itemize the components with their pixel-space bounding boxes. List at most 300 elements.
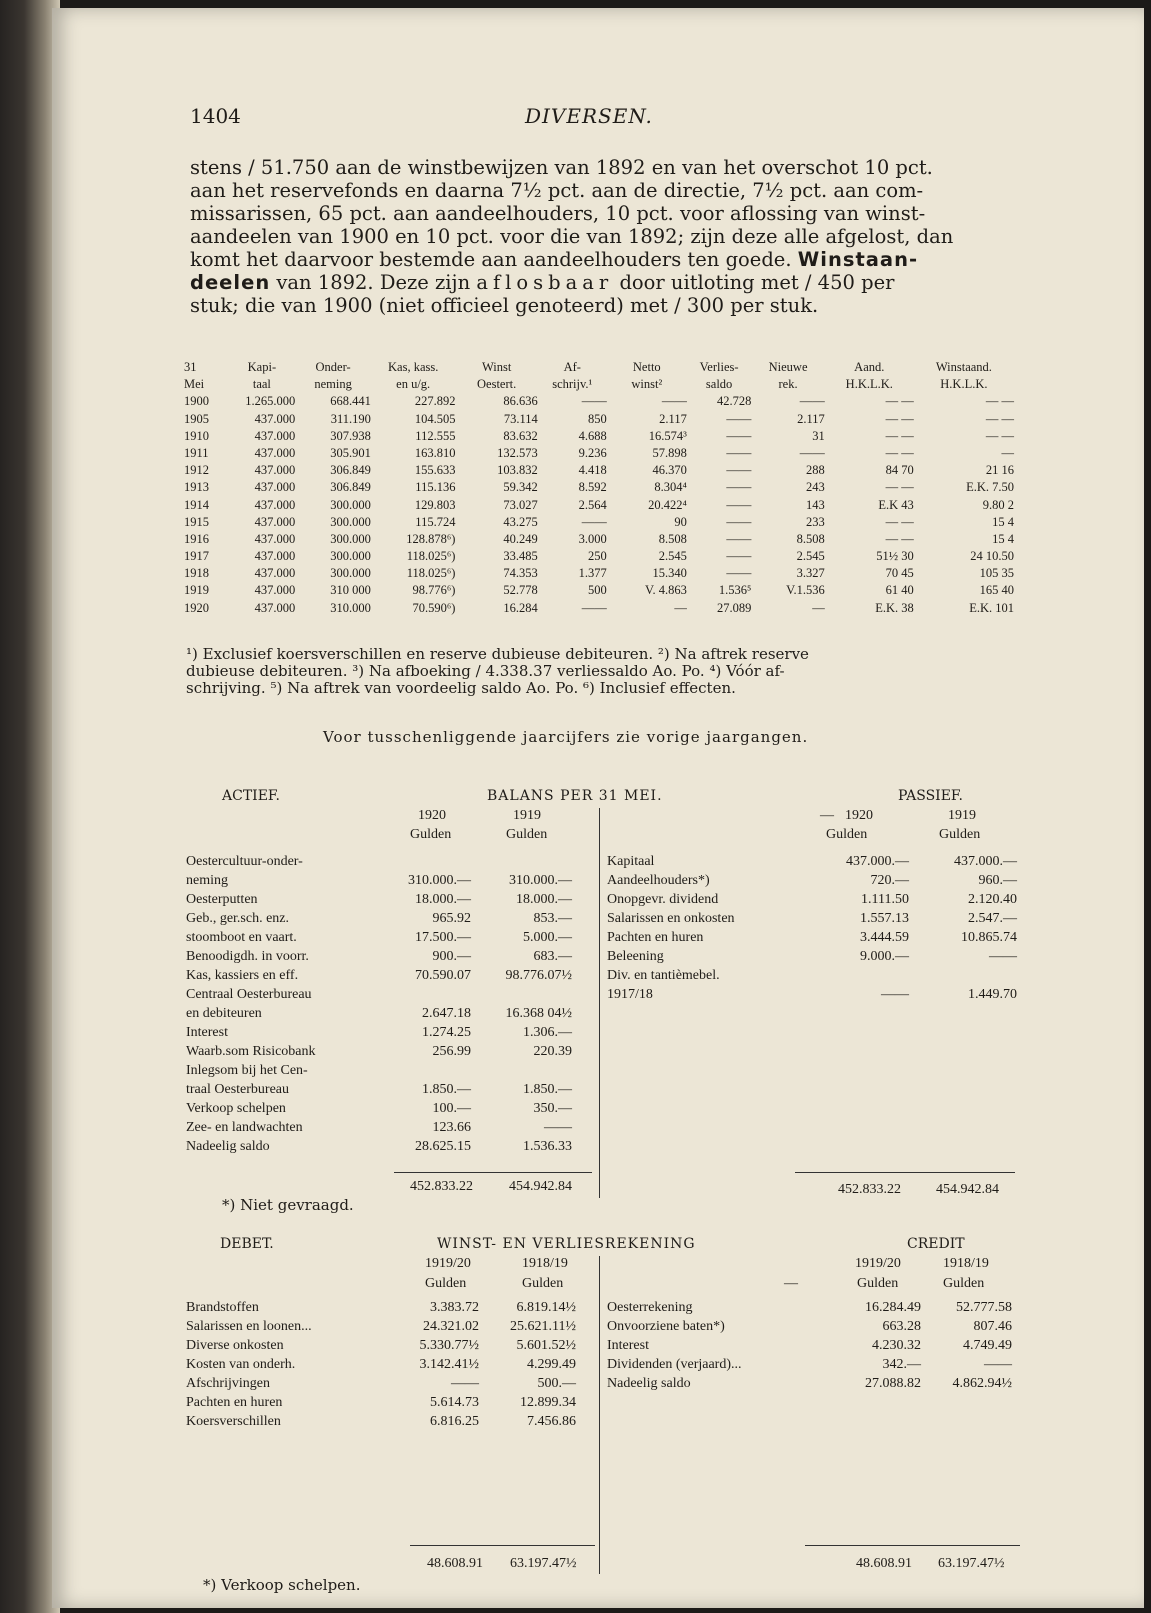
stats-cell: 104.505 <box>414 411 456 426</box>
stats-cell: 83.632 <box>503 428 538 443</box>
stats-cell: 1920 <box>184 600 209 615</box>
statement-label: en debiteuren <box>186 1006 262 1021</box>
stats-cell: — — <box>885 445 914 460</box>
stats-cell: 1913 <box>184 480 209 495</box>
stats-cell: 1916 <box>184 531 209 546</box>
stats-cell: 24 10.50 <box>970 549 1014 564</box>
statement-row <box>186 1042 586 1061</box>
intro-line: aandeelen van 1900 en 10 pct. voor die van 1892; zijn deze alle afgelost, dan <box>190 225 954 248</box>
stats-cell: 311.190 <box>330 411 371 426</box>
stats-cell: 15 4 <box>992 514 1014 529</box>
unit-label: Gulden <box>939 827 981 842</box>
stats-cell: 163.810 <box>414 445 456 460</box>
statement-row <box>186 890 586 909</box>
statement-label: Onopgevr. dividend <box>607 892 719 907</box>
stats-cell: 288 <box>806 463 825 478</box>
statement-value: 3.142.41½ <box>419 1357 479 1372</box>
bold-term: Winstaan- <box>797 248 919 271</box>
statement-value: 70.590.07 <box>415 968 471 983</box>
stats-cell: H.K.L.K. <box>940 377 988 392</box>
statement-value: 1.306.— <box>523 1025 572 1040</box>
stats-cell: 128.878⁶) <box>406 531 456 546</box>
statement-value: 98.776.07½ <box>505 968 572 983</box>
stats-cell: Aand. <box>854 360 885 374</box>
stats-row <box>184 583 1014 600</box>
intro-text: door uitloting met / 450 per <box>619 271 895 294</box>
stats-cell: 668.441 <box>330 394 371 409</box>
total-value: 452.833.22 <box>410 1179 473 1194</box>
stats-row <box>184 498 1014 515</box>
total-rule <box>394 1172 592 1173</box>
unit-label: Gulden <box>410 827 452 842</box>
stats-row <box>184 446 1014 463</box>
stats-cell: —— <box>581 394 607 409</box>
stats-cell: 15.340 <box>652 566 687 581</box>
statement-label: Brandstoffen <box>186 1300 259 1315</box>
footnotes <box>186 646 1016 697</box>
stats-row <box>184 515 1014 532</box>
stats-cell: 8.592 <box>578 480 607 495</box>
statement-label: Benoodigdh. in voorr. <box>186 949 309 964</box>
stats-cell: — <box>674 600 687 615</box>
statement-row <box>186 966 586 985</box>
stats-cell: 437.000 <box>254 583 296 598</box>
stats-cell: — — <box>885 531 914 546</box>
total-rule <box>805 1545 1020 1546</box>
statement-label: Nadeelig saldo <box>607 1376 691 1391</box>
statement-label: Kas, kassiers en eff. <box>186 968 299 983</box>
statement-row <box>186 1374 586 1393</box>
stats-cell: Af- <box>563 360 581 374</box>
statement-value: 960.— <box>978 873 1017 888</box>
statement-label: Kapitaal <box>607 854 655 869</box>
stats-cell: 233 <box>806 514 825 529</box>
stats-cell: 300.000 <box>330 549 371 564</box>
year-1919: 1919 <box>513 808 541 823</box>
stats-cell: Nieuwe <box>768 360 808 374</box>
statement-value: 437.000.— <box>846 854 909 869</box>
stats-cell: Netto <box>632 360 661 374</box>
stats-cell: 143 <box>806 497 825 512</box>
statement-value: 16.284.49 <box>865 1300 921 1315</box>
total-value: 63.197.47½ <box>938 1556 1005 1571</box>
statement-value: 6.819.14½ <box>516 1300 576 1315</box>
total-value: 454.942.84 <box>936 1182 999 1197</box>
unit-label: Gulden <box>506 827 548 842</box>
credit-heading: CREDIT <box>907 1236 965 1252</box>
statement-value: 4.749.49 <box>963 1338 1012 1353</box>
stats-cell: 118.025⁶) <box>406 566 456 581</box>
statement-row <box>186 1298 586 1317</box>
statement-row <box>186 852 586 871</box>
stats-cell: 132.573 <box>497 445 538 460</box>
stats-cell: 437.000 <box>254 514 296 529</box>
wv-note: *) Verkoop schelpen. <box>203 1576 361 1594</box>
statement-value: 5.601.52½ <box>516 1338 576 1353</box>
statement-value: 3.444.59 <box>860 930 909 945</box>
stats-cell: 227.892 <box>414 394 456 409</box>
balans-note: *) Niet gevraagd. <box>222 1196 354 1214</box>
statement-row <box>186 1412 586 1431</box>
stats-row <box>184 463 1014 480</box>
spaced-term: aflosbaar <box>476 271 614 294</box>
stats-cell: en u/g. <box>396 377 431 392</box>
statement-label: Pachten en huren <box>607 930 704 945</box>
statement-label: Interest <box>186 1025 228 1040</box>
stats-cell: V. 4.863 <box>645 583 687 598</box>
statement-value: 5.614.73 <box>430 1395 479 1410</box>
stats-cell: 306.849 <box>330 480 371 495</box>
year-label: 1918/19 <box>943 1256 989 1271</box>
year-1919: 1919 <box>948 808 976 823</box>
statement-row <box>607 890 1017 909</box>
credit-list <box>607 1298 1017 1393</box>
stats-cell: 16.574³ <box>648 428 687 443</box>
intro-paragraph <box>190 156 1020 317</box>
statement-label: Salarissen en loonen... <box>186 1319 312 1334</box>
stats-cell: 9.236 <box>578 445 607 460</box>
stats-cell: 1914 <box>184 497 209 512</box>
stats-cell: schrijv.¹ <box>552 377 593 392</box>
statement-row <box>186 1118 586 1137</box>
stats-header-row <box>184 377 1014 394</box>
statement-value: 220.39 <box>533 1044 572 1059</box>
stats-cell: E.K. 101 <box>969 600 1014 615</box>
intro-text: komt het daarvoor bestemde aan aandeelhouders ten goede. <box>190 248 792 271</box>
intro-line: stuk; die van 1900 (niet officieel genoteerd) met / 300 per stuk. <box>190 294 819 317</box>
statement-value: 7.456.86 <box>527 1414 576 1429</box>
statement-value: 1.536.33 <box>523 1139 572 1154</box>
statement-value: 3.383.72 <box>430 1300 479 1315</box>
statement-label: Koersverschillen <box>186 1414 281 1429</box>
stats-cell: 1900 <box>184 394 209 409</box>
unit-label: Gulden <box>522 1276 564 1291</box>
stats-cell: —— <box>726 566 752 581</box>
stats-cell: 300.000 <box>330 531 371 546</box>
footnote-line: ¹) Exclusief koersverschillen en reserve dubieuse debiteuren. ²) Na aftrek reserve <box>186 645 809 663</box>
passief-list <box>607 852 1017 1004</box>
statement-value: 18.000.— <box>516 892 572 907</box>
statement-label: Salarissen en onkosten <box>607 911 735 926</box>
statement-row <box>607 947 1017 966</box>
stats-cell: E.K 43 <box>878 497 914 512</box>
stats-cell: 305.901 <box>330 445 371 460</box>
total-value: 452.833.22 <box>838 1182 901 1197</box>
statement-label: Centraal Oesterbureau <box>186 987 312 1002</box>
statement-row <box>607 1355 1017 1374</box>
stats-cell: 155.633 <box>414 463 456 478</box>
stats-cell: —— <box>726 549 752 564</box>
stats-cell: Kas, kass. <box>388 360 439 374</box>
stats-cell: 31 <box>812 428 825 443</box>
stats-cell: Winst <box>481 360 512 374</box>
statement-value: 310.000.— <box>509 873 572 888</box>
statement-label: Diverse onkosten <box>186 1338 284 1353</box>
stats-cell: 250 <box>588 549 607 564</box>
stats-cell: 306.849 <box>330 463 371 478</box>
total-rule <box>410 1545 595 1546</box>
statement-row <box>607 1374 1017 1393</box>
intro-line <box>190 271 1020 294</box>
year-label: 1918/19 <box>522 1256 568 1271</box>
statement-value: 720.— <box>870 873 909 888</box>
stats-cell: —— <box>726 411 752 426</box>
stats-cell: 115.136 <box>415 480 456 495</box>
stats-cell: 84 70 <box>885 463 914 478</box>
dash: — <box>784 1276 798 1291</box>
stats-cell: 70.590⁶) <box>412 600 456 615</box>
statement-label: Onvoorziene baten*) <box>607 1319 725 1334</box>
statement-row <box>186 1317 586 1336</box>
statement-value: 16.368 04½ <box>505 1006 572 1021</box>
stats-cell: 115.724 <box>415 514 456 529</box>
stats-cell: neming <box>314 377 352 392</box>
statement-row <box>607 909 1017 928</box>
stats-cell: 850 <box>588 411 607 426</box>
statement-label: Waarb.som Risicobank <box>186 1044 316 1059</box>
stats-cell: 31 <box>184 360 197 374</box>
stats-cell: —— <box>726 514 752 529</box>
page-number: 1404 <box>190 104 241 128</box>
stats-cell: 307.938 <box>330 428 371 443</box>
statement-label: Nadeelig saldo <box>186 1139 270 1154</box>
statement-label: Aandeelhouders*) <box>607 873 710 888</box>
statement-row <box>186 947 586 966</box>
statement-value: 965.92 <box>432 911 471 926</box>
stats-cell: 1.377 <box>578 566 607 581</box>
stats-cell: 43.275 <box>503 514 538 529</box>
statement-label: neming <box>186 873 228 888</box>
stats-cell: 46.370 <box>652 463 687 478</box>
stats-cell: V.1.536 <box>786 583 825 598</box>
statement-value: 1.850.— <box>422 1082 471 1097</box>
stats-cell: 1.536⁵ <box>718 583 752 598</box>
statement-label: Kosten van onderh. <box>186 1357 296 1372</box>
stats-cell: taal <box>252 377 271 392</box>
stats-cell: — <box>1001 445 1014 460</box>
intro-line: stens / 51.750 aan de winstbewijzen van 1892 en van het overschot 10 pct. <box>190 156 933 179</box>
statement-row <box>186 1004 586 1023</box>
statement-value: 24.321.02 <box>423 1319 479 1334</box>
statement-value: 1.274.25 <box>422 1025 471 1040</box>
stats-cell: E.K. 38 <box>875 600 914 615</box>
statement-label: Oesterrekening <box>607 1300 693 1315</box>
stats-cell: Oestert. <box>477 377 517 392</box>
stats-cell: 1919 <box>184 583 209 598</box>
statement-label: Afschrijvingen <box>186 1376 270 1391</box>
stats-cell: 105 35 <box>979 566 1014 581</box>
stats-cell: 437.000 <box>254 411 296 426</box>
stats-cell: 20.422⁴ <box>648 497 687 512</box>
stats-cell: 437.000 <box>254 480 296 495</box>
stats-cell: 42.728 <box>716 394 752 409</box>
stats-cell: —— <box>581 514 607 529</box>
stats-cell: 2.545 <box>658 549 687 564</box>
statement-value: —— <box>881 987 909 1002</box>
statement-row <box>607 1298 1017 1317</box>
statement-value: 5.330.77½ <box>419 1338 479 1353</box>
book-binding <box>0 0 60 1613</box>
statement-value: 1.449.70 <box>968 987 1017 1002</box>
statement-label: Beleening <box>607 949 664 964</box>
stats-cell: 2.117 <box>659 411 687 426</box>
statement-value: 100.— <box>432 1101 471 1116</box>
statement-row <box>186 985 586 1004</box>
stats-cell: 61 40 <box>885 583 914 598</box>
balans-title: BALANS PER 31 MEI. <box>487 788 663 804</box>
see-previous-note: Voor tusschenliggende jaarcijfers zie vorige jaargangen. <box>323 728 809 746</box>
stats-cell: 243 <box>806 480 825 495</box>
intro-line: missarissen, 65 pct. aan aandeelhouders, 10 pct. voor aflossing van winst- <box>190 202 926 225</box>
statement-row <box>607 985 1017 1004</box>
stats-row <box>184 532 1014 549</box>
stats-cell: 1.265.000 <box>245 394 296 409</box>
section-title: DIVERSEN. <box>525 104 653 128</box>
stats-cell: 1911 <box>184 445 209 460</box>
statement-value: 807.46 <box>973 1319 1012 1334</box>
stats-cell: 3.327 <box>796 566 825 581</box>
total-value: 48.608.91 <box>856 1556 912 1571</box>
statement-row <box>186 1355 586 1374</box>
stats-cell: 112.555 <box>415 428 456 443</box>
stats-cell: 90 <box>674 514 687 529</box>
stats-cell: 1917 <box>184 549 209 564</box>
bold-term: deelen <box>190 271 271 294</box>
statement-row <box>186 1023 586 1042</box>
statement-value: 437.000.— <box>954 854 1017 869</box>
statement-value: 25.621.11½ <box>510 1319 576 1334</box>
statement-row <box>607 966 1017 985</box>
statement-label: Interest <box>607 1338 649 1353</box>
stats-cell: Winstaand. <box>935 360 992 374</box>
stats-cell: —— <box>726 463 752 478</box>
statement-row <box>607 1317 1017 1336</box>
stats-cell: — — <box>885 428 914 443</box>
stats-cell: —— <box>726 497 752 512</box>
stats-cell: 21 16 <box>985 463 1014 478</box>
statement-value: 12.899.34 <box>520 1395 576 1410</box>
unit-label: Gulden <box>943 1276 985 1291</box>
stats-cell: saldo <box>705 377 733 392</box>
stats-cell: 437.000 <box>254 531 296 546</box>
statement-value: —— <box>984 1357 1012 1372</box>
statement-value: 5.000.— <box>523 930 572 945</box>
stats-cell: 59.342 <box>503 480 538 495</box>
stats-cell: —— <box>726 445 752 460</box>
stats-cell: 8.304⁴ <box>654 480 687 495</box>
stats-header-row <box>184 360 1014 377</box>
statement-label: Pachten en huren <box>186 1395 283 1410</box>
stats-cell: Mei <box>184 377 205 392</box>
statement-row <box>607 928 1017 947</box>
statement-label: Zee- en landwachten <box>186 1120 303 1135</box>
stats-cell: 73.027 <box>503 497 538 512</box>
stats-cell: E.K. 7.50 <box>966 480 1014 495</box>
stats-cell: 9.80 2 <box>982 497 1014 512</box>
stats-row <box>184 566 1014 583</box>
statement-row <box>186 1080 586 1099</box>
stats-cell: — — <box>885 411 914 426</box>
stats-cell: 2.545 <box>796 549 825 564</box>
stats-cell: 129.803 <box>414 497 456 512</box>
total-value: 454.942.84 <box>509 1179 572 1194</box>
statement-value: —— <box>989 949 1017 964</box>
stats-cell: 500 <box>588 583 607 598</box>
stats-cell: 16.284 <box>503 600 538 615</box>
stats-cell: 8.508 <box>796 531 825 546</box>
statement-value: 52.777.58 <box>956 1300 1012 1315</box>
passief-heading: PASSIEF. <box>898 788 963 804</box>
statement-value: 123.66 <box>432 1120 471 1135</box>
statement-value: 10.865.74 <box>961 930 1017 945</box>
statement-value: 18.000.— <box>415 892 471 907</box>
statement-value: 1.850.— <box>523 1082 572 1097</box>
stats-cell: — — <box>885 480 914 495</box>
stats-cell: —— <box>581 600 607 615</box>
statement-value: 500.— <box>537 1376 576 1391</box>
intro-text: van 1892. Deze zijn <box>276 271 471 294</box>
stats-cell: 1918 <box>184 566 209 581</box>
wv-title: WINST- EN VERLIESREKENING <box>437 1236 696 1252</box>
stats-cell: 437.000 <box>254 428 296 443</box>
stats-cell: — — <box>885 394 914 409</box>
intro-line <box>190 248 1020 271</box>
stats-cell: 52.778 <box>503 583 538 598</box>
total-value: 48.608.91 <box>427 1556 483 1571</box>
stats-row <box>184 412 1014 429</box>
statement-value: 1.557.13 <box>860 911 909 926</box>
statement-value: 853.— <box>533 911 572 926</box>
wv-divider <box>599 1256 600 1574</box>
statement-value: —— <box>544 1120 572 1135</box>
stats-cell: 70 45 <box>885 566 914 581</box>
debet-list <box>186 1298 586 1431</box>
statement-row <box>186 1099 586 1118</box>
stats-cell: 437.000 <box>254 463 296 478</box>
stats-cell: 437.000 <box>254 600 296 615</box>
stats-cell: 51½ 30 <box>876 549 914 564</box>
statement-value: 350.— <box>533 1101 572 1116</box>
stats-row <box>184 601 1014 618</box>
stats-cell: 3.000 <box>578 531 607 546</box>
stats-cell: —— <box>799 445 825 460</box>
stats-cell: 437.000 <box>254 549 296 564</box>
statement-value: 683.— <box>533 949 572 964</box>
statement-value: 2.547.— <box>968 911 1017 926</box>
stats-cell: 1912 <box>184 463 209 478</box>
stats-cell: 300.000 <box>330 566 371 581</box>
statement-value: —— <box>451 1376 479 1391</box>
stats-cell: 8.508 <box>658 531 687 546</box>
statement-value: 4.299.49 <box>527 1357 576 1372</box>
intro-line: aan het reservefonds en daarna 7½ pct. aan de directie, 7½ pct. aan com- <box>190 179 924 202</box>
stats-cell: Kapi- <box>247 360 277 374</box>
stats-row <box>184 480 1014 497</box>
stats-cell: —— <box>726 531 752 546</box>
statement-value: 9.000.— <box>860 949 909 964</box>
statement-value: 4.862.94½ <box>952 1376 1012 1391</box>
stats-cell: — — <box>985 428 1014 443</box>
stats-cell: —— <box>726 428 752 443</box>
dash: — <box>820 808 834 823</box>
total-rule <box>795 1172 1015 1173</box>
stats-cell: — <box>812 600 825 615</box>
stats-row <box>184 549 1014 566</box>
stats-cell: 86.636 <box>503 394 538 409</box>
stats-cell: 40.249 <box>503 531 538 546</box>
statement-label: Div. en tantièmebel. <box>607 968 720 983</box>
stats-cell: 73.114 <box>503 411 538 426</box>
